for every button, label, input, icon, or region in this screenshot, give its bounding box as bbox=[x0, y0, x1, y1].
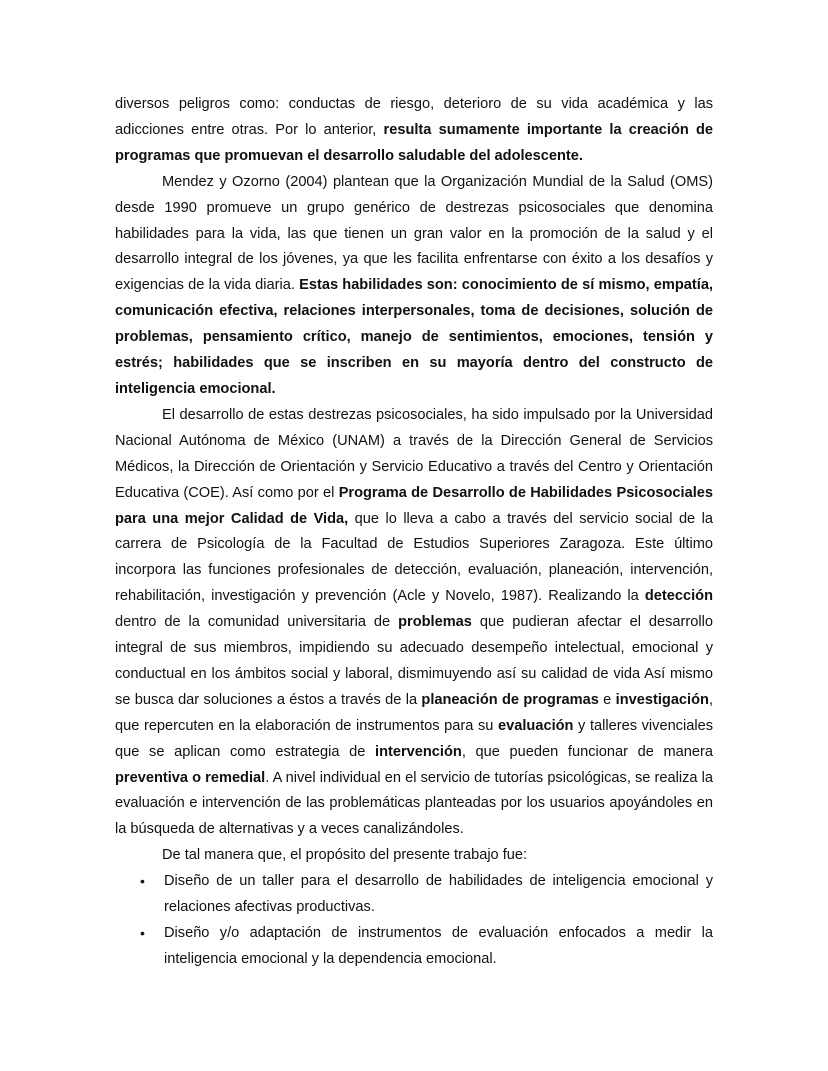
body-paragraphs bbox=[115, 92, 713, 843]
purpose-bullet-item bbox=[115, 921, 713, 973]
text-run: que lo lleva a cabo a través del servicio social de la carrera de Psicología de la Facultad de Estudios Superiores Zaragoza. Este último incorpora las funciones profesionales de detección, evaluación, planeación, intervención, rehabilitación, investigación y prevención (Acle y Novelo, 1987). Realizando la bbox=[115, 510, 713, 605]
bold-text-run: preventiva o remedial bbox=[115, 769, 266, 786]
text-run: El desarrollo de estas destrezas psicosociales, ha sido impulsado por la Universidad Nacional Autónoma de México (UNAM) a través de la Dirección General de Servicios Médicos, la Dirección de Orientación y Servicio Educativo a través del Centro y Orientación Educativa (COE). Así como por el bbox=[115, 406, 713, 501]
bold-text-run: Programa de Desarrollo de Habilidades Psicosociales para una mejor Calidad de Vida, bbox=[115, 484, 713, 527]
paragraph bbox=[115, 170, 713, 403]
bold-text-run: detección bbox=[644, 588, 713, 605]
purpose-bullet-item bbox=[115, 869, 713, 921]
text-run: diversos peligros como: conductas de riesgo, deterioro de su vida académica y las adicciones entre otras. Por lo anterior, bbox=[115, 96, 713, 138]
text-run: . A nivel individual en el servicio de tutorías psicológicas, se realiza la evaluación e intervención de las problemáticas planteadas por los usuarios apoyándoles en la búsqueda de alternativas y a veces canalizándoles. bbox=[115, 769, 714, 838]
bold-text-run: investigación bbox=[615, 691, 709, 708]
bold-text-run: intervención bbox=[375, 743, 462, 760]
text-run: que pudieran afectar el desarrollo integral de sus miembros, impidiendo su adecuado desempeño intelectual, emocional y conductual en los ámbitos social y laboral, dismimuyendo así su calidad de vida Así mismo se busca dar soluciones a éstos a través de la bbox=[115, 614, 713, 708]
bold-text-run: resulta sumamente importante la creación de programas que promuevan el desarrollo saludable del adolescente. bbox=[115, 121, 713, 164]
purpose-bullet-list bbox=[115, 869, 713, 973]
text-run: dentro de la comunidad universitaria de bbox=[115, 614, 399, 631]
document-page bbox=[115, 92, 713, 973]
text-run: y talleres vivenciales que se aplican como estrategia de bbox=[115, 717, 713, 760]
text-run: Mendez y Ozorno (2004) plantean que la Organización Mundial de la Salud (OMS) desde 1990 promueve un grupo genérico de destrezas psicosociales que denomina habilidades para la vida, las que tienen un gran valor en la promoción de la salud y el desarrollo integral de los jóvenes, ya que les facilita enfrentarse con éxito a los desafíos y exigencias de la vida diaria. bbox=[115, 173, 713, 294]
bold-text-run: evaluación bbox=[498, 717, 574, 734]
paragraph bbox=[115, 403, 713, 843]
text-run: , que pueden funcionar de manera bbox=[461, 743, 713, 760]
text-run: , que repercuten en la elaboración de instrumentos para su bbox=[115, 691, 713, 734]
bullet-text: Diseño y/o adaptación de instrumentos de evaluación enfocados a medir la inteligencia emocional y la dependencia emocional. bbox=[164, 925, 713, 967]
paragraph bbox=[115, 92, 713, 170]
bullet-dot-icon: • bbox=[140, 873, 145, 890]
bullet-dot-icon: • bbox=[140, 925, 145, 941]
purpose-intro: De tal manera que, el propósito del presente trabajo fue: bbox=[162, 847, 528, 864]
bold-text-run: planeación de programas bbox=[421, 691, 599, 708]
bold-text-run: problemas bbox=[398, 614, 472, 631]
text-run: e bbox=[598, 691, 616, 708]
bold-text-run: Estas habilidades son: conocimiento de sí mismo, empatía, comunicación efectiva, relaciones interpersonales, toma de decisiones, solución de problemas, pensamiento crítico, manejo de sentimientos, emociones, tensión y estrés; habilidades que se inscriben en su mayoría dentro del constructo de inteligencia emocional. bbox=[115, 277, 713, 397]
bullet-text: Diseño de un taller para el desarrollo de habilidades de inteligencia emocional y relaciones afectivas productivas. bbox=[164, 873, 713, 916]
